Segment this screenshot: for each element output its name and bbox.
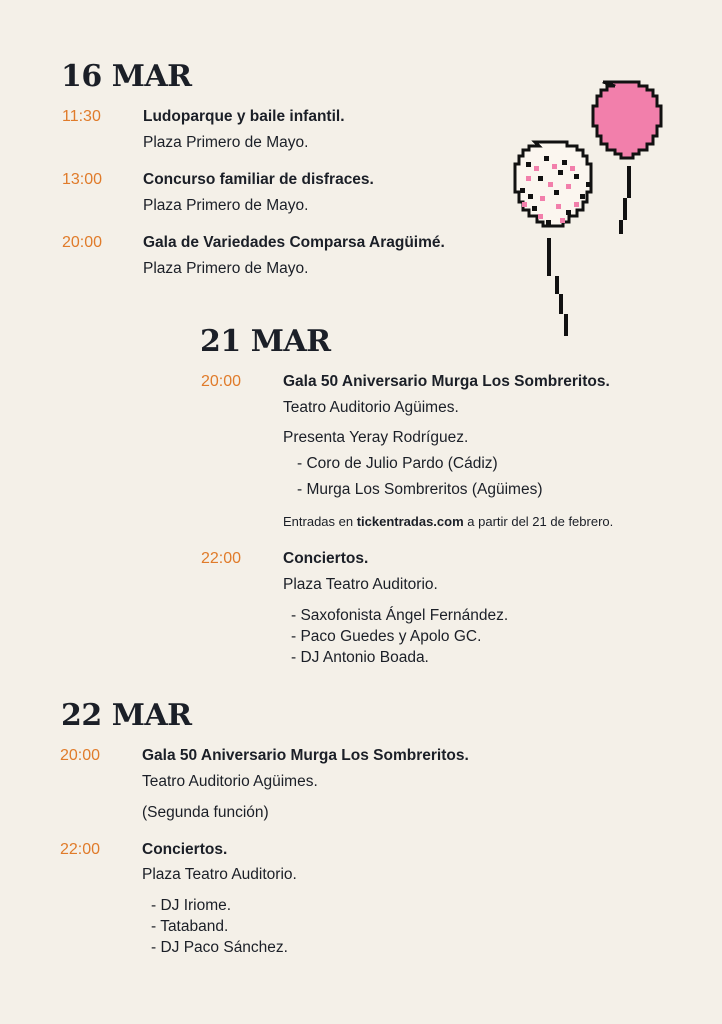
event-place: Plaza Primero de Mayo.: [143, 134, 309, 151]
event-title: Gala 50 Aniversario Murga Los Sombreritos.: [283, 373, 610, 390]
tickets-note: [283, 515, 613, 528]
act-item: - DJ Paco Sánchez.: [151, 939, 288, 956]
act-item: - DJ Antonio Boada.: [291, 649, 429, 666]
event-time: 20:00: [60, 747, 101, 764]
event-place: Teatro Auditorio Agüimes.: [283, 399, 459, 416]
act-item: - Coro de Julio Pardo (Cádiz): [297, 455, 498, 472]
day-heading-22-mar: 22 MAR: [61, 698, 192, 733]
event-place: Plaza Primero de Mayo.: [143, 260, 309, 277]
event-title: Ludoparque y baile infantil.: [143, 108, 345, 125]
tickets-prefix: Entradas en: [283, 514, 357, 529]
event-place: Plaza Teatro Auditorio.: [142, 866, 297, 883]
event-title: Gala de Variedades Comparsa Aragüimé.: [143, 234, 445, 251]
event-title: Gala 50 Aniversario Murga Los Sombreritos.: [142, 747, 469, 764]
event-time: 20:00: [62, 234, 103, 251]
act-item: - Paco Guedes y Apolo GC.: [291, 628, 482, 645]
event-extra: (Segunda función): [142, 804, 269, 821]
event-title: Conciertos.: [142, 841, 228, 858]
act-item: - Saxofonista Ángel Fernández.: [291, 607, 509, 624]
act-item: - Tataband.: [151, 918, 229, 935]
event-presenter: Presenta Yeray Rodríguez.: [283, 429, 469, 446]
pink-balloon-icon: [593, 82, 661, 234]
day-heading-21-mar: 21 MAR: [200, 324, 331, 359]
act-item: - DJ Iriome.: [151, 897, 232, 914]
event-time: 11:30: [62, 108, 101, 125]
event-place: Plaza Teatro Auditorio.: [283, 576, 438, 593]
event-title: Conciertos.: [283, 550, 369, 567]
act-item: - Murga Los Sombreritos (Agüimes): [297, 481, 543, 498]
event-time: 13:00: [62, 171, 103, 188]
event-time: 22:00: [60, 841, 101, 858]
day-heading-16-mar: 16 MAR: [61, 59, 192, 94]
event-time: 20:00: [201, 373, 242, 390]
event-time: 22:00: [201, 550, 242, 567]
event-place: Teatro Auditorio Agüimes.: [142, 773, 318, 790]
dotted-balloon-icon: [515, 142, 591, 336]
tickets-site: tickentradas.com: [356, 514, 464, 529]
tickets-suffix: a partir del 21 de febrero.: [463, 514, 614, 529]
event-place: Plaza Primero de Mayo.: [143, 197, 309, 214]
pixel-balloons-icon: [500, 78, 670, 348]
event-title: Concurso familiar de disfraces.: [143, 171, 374, 188]
